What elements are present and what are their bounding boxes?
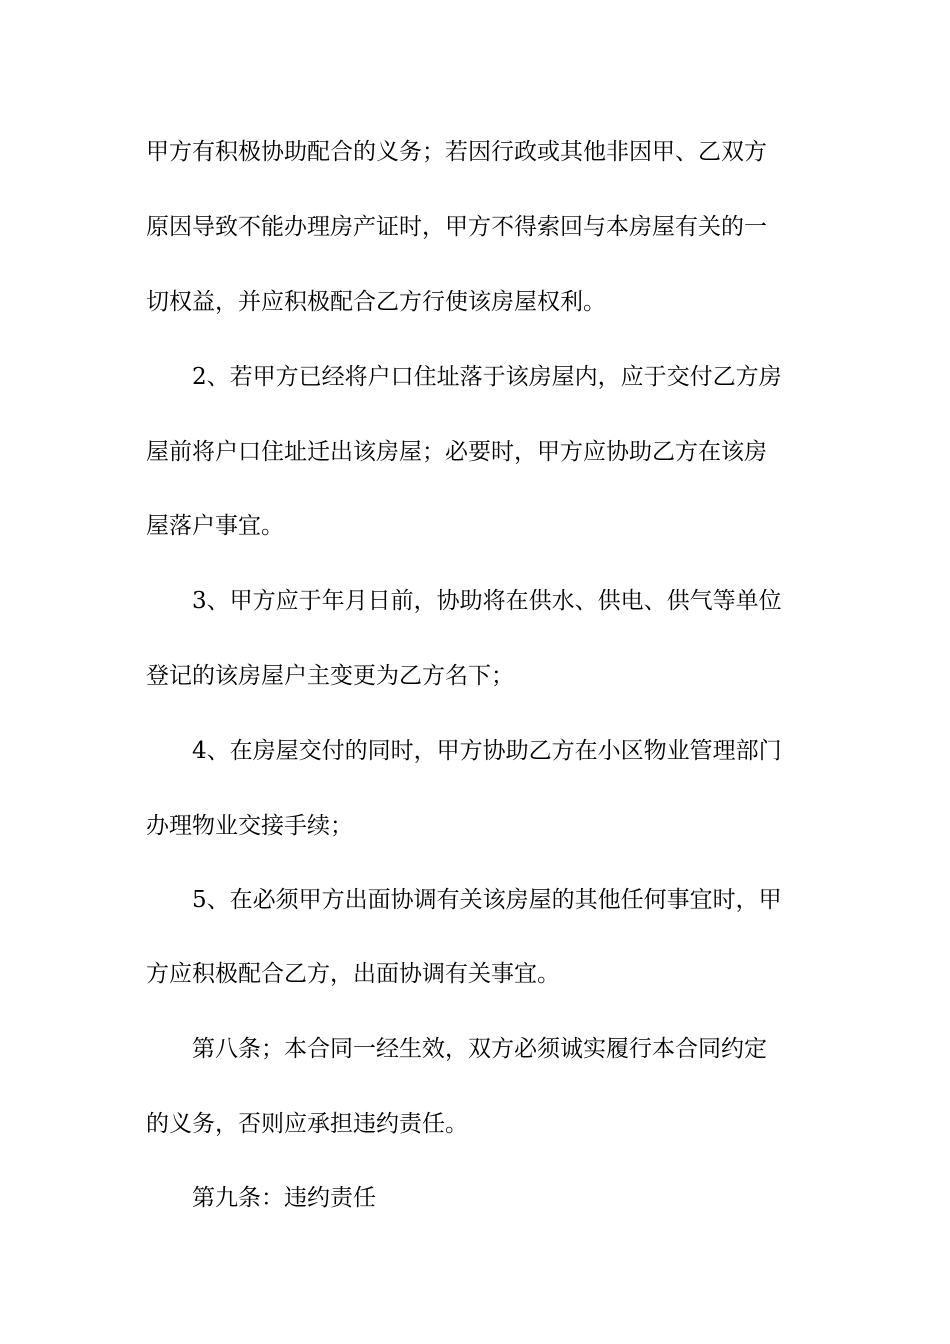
paragraph-line: 登记的该房屋户主变更为乙方名下； xyxy=(146,663,514,689)
paragraph-line: 屋落户事宜。 xyxy=(146,513,284,539)
paragraph-line: 屋前将户口住址迁出该房屋；必要时，甲方应协助乙方在该房 xyxy=(146,439,767,465)
paragraph-line: 方应积极配合乙方，出面协调有关事宜。 xyxy=(146,961,560,987)
paragraph-line: 切权益，并应积极配合乙方行使该房屋权利。 xyxy=(146,289,606,315)
clause-3-line: 3、甲方应于年月日前，协助将在供水、供电、供气等单位 xyxy=(192,588,782,614)
paragraph-line: 甲方有积极协助配合的义务；若因行政或其他非因甲、乙双方 xyxy=(146,139,767,165)
clause-5-line: 5、在必须甲方出面协调有关该房屋的其他任何事宜时，甲 xyxy=(192,887,782,913)
paragraph-line: 原因导致不能办理房产证时，甲方不得索回与本房屋有关的一 xyxy=(146,214,767,240)
paragraph-line: 的义务，否则应承担违约责任。 xyxy=(146,1111,468,1137)
clause-4-line: 4、在房屋交付的同时，甲方协助乙方在小区物业管理部门 xyxy=(192,738,782,764)
article-8-line: 第八条；本合同一经生效，双方必须诚实履行本合同约定 xyxy=(192,1036,767,1062)
paragraph-line: 办理物业交接手续； xyxy=(146,813,353,839)
clause-2-line: 2、若甲方已经将户口住址落于该房屋内，应于交付乙方房 xyxy=(192,364,782,390)
article-9-heading: 第九条：违约责任 xyxy=(192,1185,376,1211)
